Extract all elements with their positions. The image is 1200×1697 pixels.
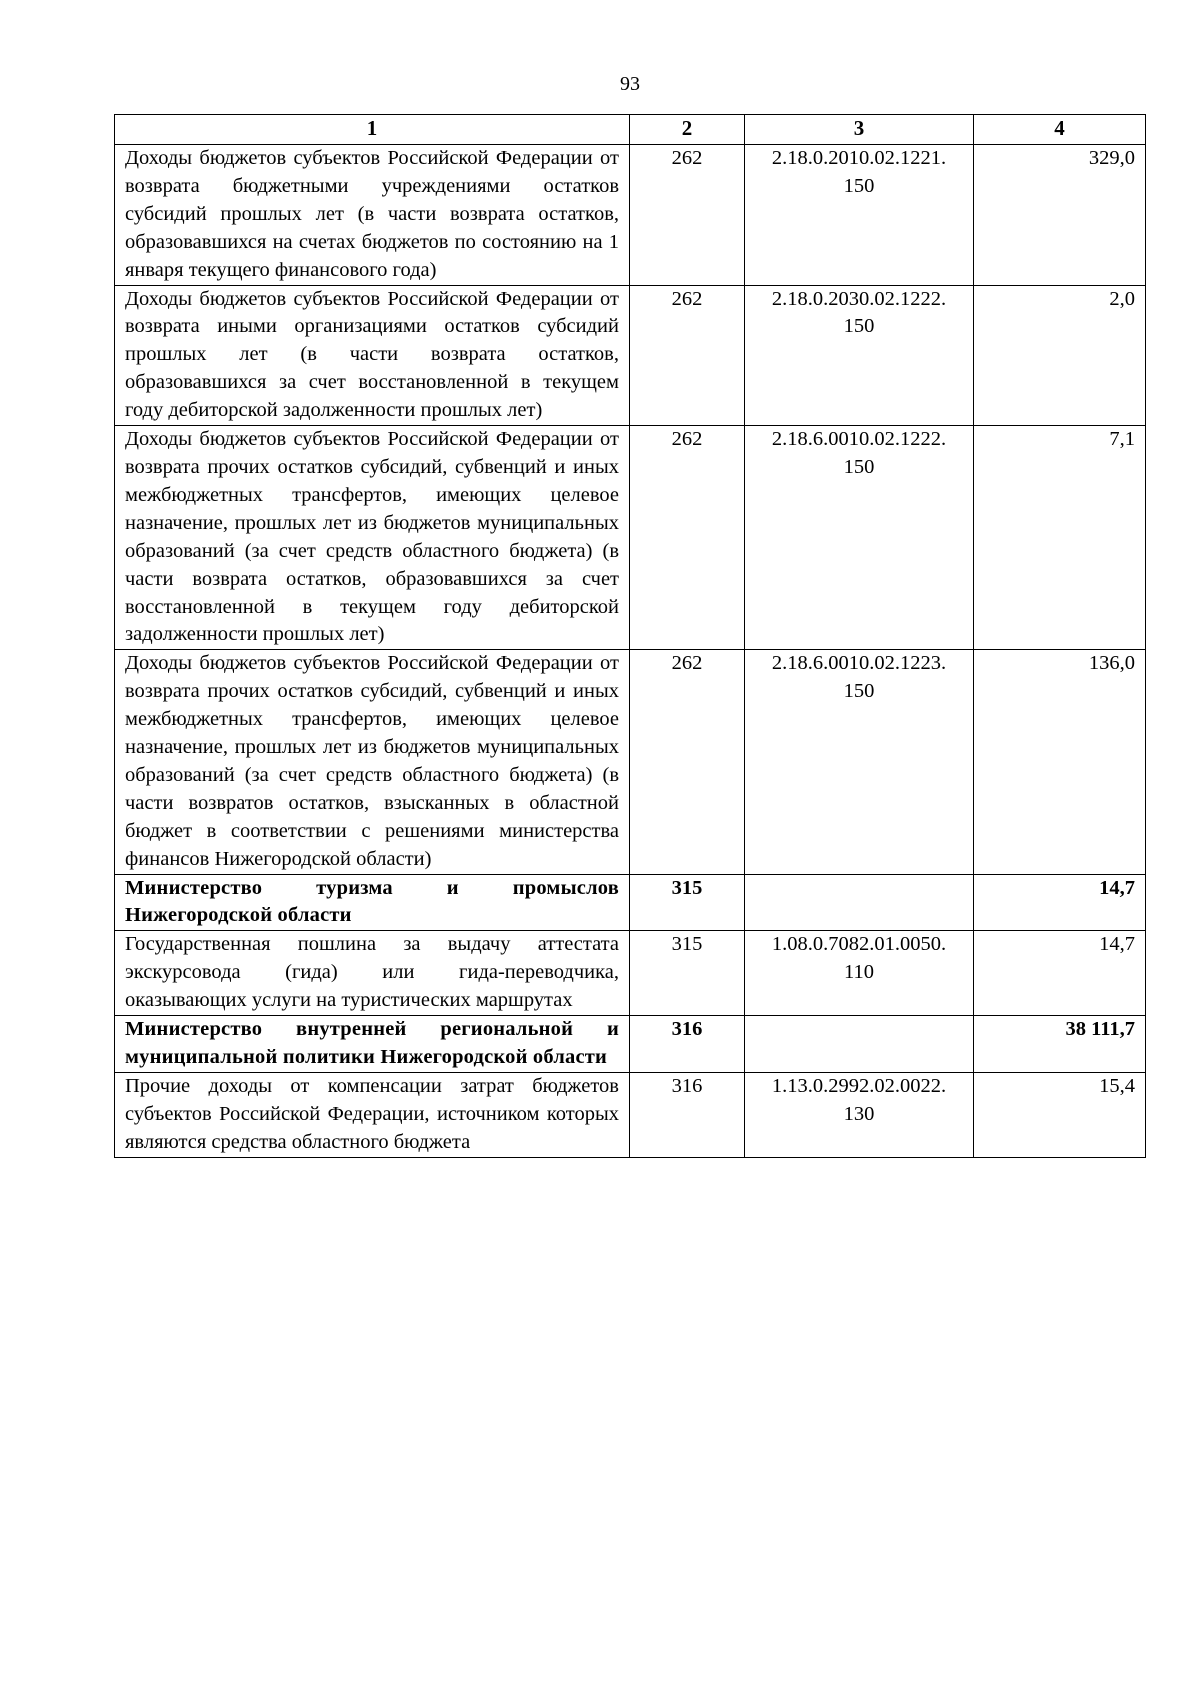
table-row (115, 1072, 1146, 1157)
code-part-1: 2.18.6.0010.02.1223. (771, 652, 947, 675)
code-part-1: 1.08.0.7082.01.0050. (771, 933, 947, 956)
table-row (115, 426, 1146, 650)
row-admin-code: 262 (630, 145, 745, 286)
row-classification-code (745, 426, 974, 650)
column-header-1: 1 (115, 115, 630, 145)
row-classification-code (745, 650, 974, 874)
row-admin-code: 262 (630, 285, 745, 426)
row-classification-code (745, 285, 974, 426)
table-row-ministry (115, 874, 1146, 931)
code-part-2: 130 (843, 1102, 875, 1125)
row-classification-code (745, 931, 974, 1016)
page-number: 93 (620, 73, 640, 95)
column-header-4: 4 (974, 115, 1146, 145)
table-header-row (115, 115, 1146, 145)
row-name: Министерство туризма и промыслов Нижегородской области (115, 874, 630, 931)
row-admin-code: 262 (630, 650, 745, 874)
row-amount: 14,7 (974, 931, 1146, 1016)
row-amount: 136,0 (974, 650, 1146, 874)
row-name: Доходы бюджетов субъектов Российской Федерации от возврата прочих остатков субсидий, субвенций и иных межбюджетных трансфертов, имеющих целевое назначение, прошлых лет из бюджетов муниципальных образований (за счет средств областного бюджета) (в части возврата остатков, образовавшихся за счет восстановленной в текущем году дебиторской задолженности прошлых лет) (115, 426, 630, 650)
row-amount: 15,4 (974, 1072, 1146, 1157)
row-classification-code (745, 145, 974, 286)
table-row (115, 285, 1146, 426)
table-row (115, 931, 1146, 1016)
row-name: Доходы бюджетов субъектов Российской Федерации от возврата бюджетными учреждениями остатков субсидий прошлых лет (в части возврата остатков, образовавшихся на счетах бюджетов по состоянию на 1 января текущего финансового года) (115, 145, 630, 286)
row-classification-code (745, 1016, 974, 1073)
row-amount: 329,0 (974, 145, 1146, 286)
table-row (115, 650, 1146, 874)
column-header-2: 2 (630, 115, 745, 145)
revenue-table (114, 114, 1146, 1158)
code-part-1: 2.18.0.2030.02.1222. (771, 287, 947, 310)
row-admin-code: 316 (630, 1016, 745, 1073)
code-part-2: 150 (843, 315, 875, 338)
code-part-2: 110 (844, 961, 874, 984)
row-amount: 38 111,7 (974, 1016, 1146, 1073)
code-part-1: 1.13.0.2992.02.0022. (771, 1074, 947, 1097)
row-amount: 2,0 (974, 285, 1146, 426)
row-amount: 14,7 (974, 874, 1146, 931)
row-name: Министерство внутренней региональной и муниципальной политики Нижегородской области (115, 1016, 630, 1073)
code-part-2: 150 (843, 174, 875, 197)
code-part-1: 2.18.0.2010.02.1221. (771, 147, 947, 169)
code-part-1: 2.18.6.0010.02.1222. (771, 428, 947, 451)
row-name: Государственная пошлина за выдачу аттестата экскурсовода (гида) или гида-переводчика, оказывающих услуги на туристических маршрутах (115, 931, 630, 1016)
row-amount: 7,1 (974, 426, 1146, 650)
row-name: Доходы бюджетов субъектов Российской Федерации от возврата иными организациями остатков субсидий прошлых лет (в части возврата остатков, образовавшихся за счет восстановленной в текущем году дебиторской задолженности прошлых лет) (115, 285, 630, 426)
column-header-3: 3 (745, 115, 974, 145)
row-name: Прочие доходы от компенсации затрат бюджетов субъектов Российской Федерации, источником которых являются средства областного бюджета (115, 1072, 630, 1157)
row-name: Доходы бюджетов субъектов Российской Федерации от возврата прочих остатков субсидий, субвенций и иных межбюджетных трансфертов, имеющих целевое назначение, прошлых лет из бюджетов муниципальных образований (за счет средств областного бюджета) (в части возвратов остатков, взысканных в областной бюджет в соответствии с решениями министерства финансов Нижегородской области) (115, 650, 630, 874)
row-admin-code: 315 (630, 874, 745, 931)
row-classification-code (745, 1072, 974, 1157)
row-admin-code: 262 (630, 426, 745, 650)
table-row (115, 145, 1146, 286)
row-admin-code: 315 (630, 931, 745, 1016)
row-admin-code: 316 (630, 1072, 745, 1157)
table-row-ministry (115, 1016, 1146, 1073)
row-classification-code (745, 874, 974, 931)
code-part-2: 150 (843, 455, 875, 478)
code-part-2: 150 (843, 680, 875, 703)
